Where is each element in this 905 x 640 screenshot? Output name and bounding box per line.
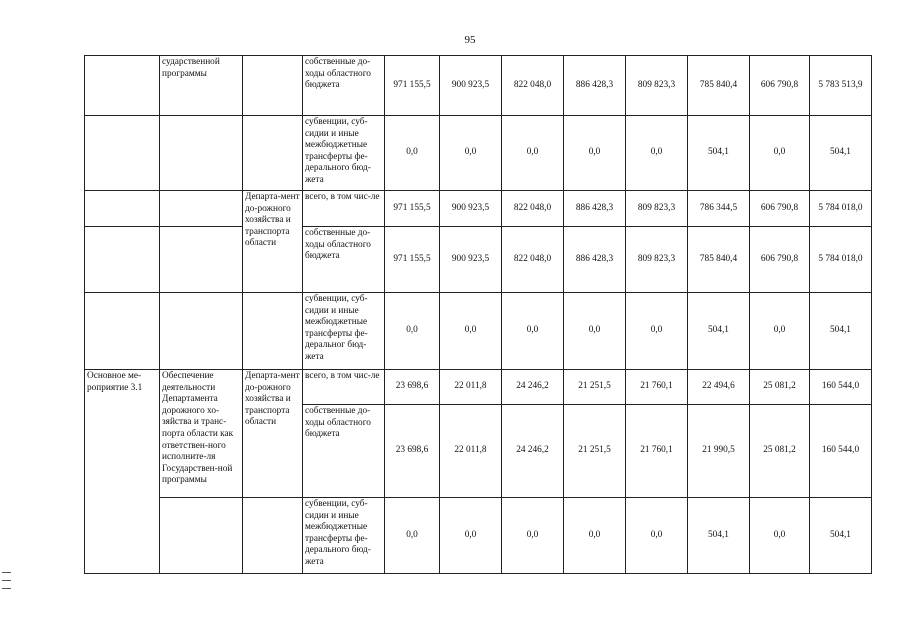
funding-source-cell: собственные до-ходы областного бюджета — [303, 56, 385, 116]
year-value-cell: 0,0 — [750, 293, 810, 370]
program-status-cell — [85, 56, 160, 116]
executor-cell — [243, 498, 303, 574]
funding-source-cell: собственные до-ходы областного бюджета — [303, 405, 385, 498]
year-value-cell: 21 251,5 — [564, 405, 626, 498]
executor-cell: Департа-мент до-рожного хозяйства и транспорта области — [243, 191, 303, 293]
total-value-cell: 160 544,0 — [810, 370, 872, 405]
year-value-cell: 900 923,5 — [440, 227, 502, 293]
executor-cell — [243, 293, 303, 370]
year-value-cell: 822 048,0 — [502, 191, 564, 227]
total-value-cell: 5 784 018,0 — [810, 227, 872, 293]
table-row — [85, 116, 872, 191]
year-value-cell: 0,0 — [440, 116, 502, 191]
program-status-cell — [85, 191, 160, 227]
executor-cell: Департа-мент до-рожного хозяйства и транспорта области — [243, 370, 303, 498]
program-status-cell: Основное ме-роприятие 3.1 — [85, 370, 160, 574]
program-name-cell: сударственной программы — [160, 56, 243, 116]
funding-source-cell: всего, в том чис-ле — [303, 370, 385, 405]
margin-mark — [2, 588, 11, 589]
year-value-cell: 900 923,5 — [440, 191, 502, 227]
year-value-cell: 606 790,8 — [750, 56, 810, 116]
funding-source-cell: субвенции, суб-сидии и иные межбюджетные трансферты фе-дерального бюд-жета — [303, 116, 385, 191]
year-value-cell: 0,0 — [385, 116, 440, 191]
executor-cell — [243, 56, 303, 116]
year-value-cell: 22 011,8 — [440, 370, 502, 405]
year-value-cell: 822 048,0 — [502, 56, 564, 116]
program-status-cell — [85, 227, 160, 293]
total-value-cell: 5 783 513,9 — [810, 56, 872, 116]
year-value-cell: 0,0 — [502, 293, 564, 370]
year-value-cell: 0,0 — [440, 293, 502, 370]
year-value-cell: 21 760,1 — [626, 405, 688, 498]
program-name-cell: Обеспечение деятельности Департамента дорожного хо-зяйства и транс-порта области как ответствен-ного исполните-ля Государствен-ной программы — [160, 370, 243, 498]
year-value-cell: 24 246,2 — [502, 405, 564, 498]
program-name-cell — [160, 227, 243, 293]
program-status-cell — [85, 116, 160, 191]
year-value-cell: 0,0 — [564, 116, 626, 191]
year-value-cell: 606 790,8 — [750, 227, 810, 293]
page-number: 95 — [464, 34, 476, 46]
margin-mark — [2, 580, 11, 581]
year-value-cell: 809 823,3 — [626, 56, 688, 116]
year-value-cell: 0,0 — [564, 498, 626, 574]
year-value-cell: 24 246,2 — [502, 370, 564, 405]
year-value-cell: 25 081,2 — [750, 405, 810, 498]
year-value-cell: 886 428,3 — [564, 191, 626, 227]
program-name-cell — [160, 191, 243, 227]
year-value-cell: 0,0 — [750, 116, 810, 191]
year-value-cell: 0,0 — [440, 498, 502, 574]
budget-table — [84, 55, 872, 574]
year-value-cell: 23 698,6 — [385, 370, 440, 405]
table-row — [85, 56, 872, 116]
total-value-cell: 504,1 — [810, 116, 872, 191]
year-value-cell: 504,1 — [688, 293, 750, 370]
total-value-cell: 160 544,0 — [810, 405, 872, 498]
year-value-cell: 0,0 — [626, 498, 688, 574]
year-value-cell: 0,0 — [626, 116, 688, 191]
year-value-cell: 971 155,5 — [385, 56, 440, 116]
year-value-cell: 971 155,5 — [385, 191, 440, 227]
year-value-cell: 22 494,6 — [688, 370, 750, 405]
funding-source-cell: всего, в том чис-ле — [303, 191, 385, 227]
year-value-cell: 0,0 — [502, 498, 564, 574]
funding-source-cell: субвенции, суб-сидин и иные межбюджетные трансферты фе-дерального бюд-жета — [303, 498, 385, 574]
funding-source-cell: собственные до-ходы областного бюджета — [303, 227, 385, 293]
funding-source-cell: субвенции, суб-сидии и иные межбюджетные трансферты фе-деральног бюд-жета — [303, 293, 385, 370]
table-row — [85, 370, 872, 405]
year-value-cell: 23 698,6 — [385, 405, 440, 498]
year-value-cell: 786 344,5 — [688, 191, 750, 227]
table-row — [85, 191, 872, 227]
year-value-cell: 0,0 — [385, 498, 440, 574]
executor-cell — [243, 116, 303, 191]
year-value-cell: 886 428,3 — [564, 56, 626, 116]
year-value-cell: 504,1 — [688, 498, 750, 574]
year-value-cell: 809 823,3 — [626, 191, 688, 227]
year-value-cell: 504,1 — [688, 116, 750, 191]
year-value-cell: 0,0 — [385, 293, 440, 370]
year-value-cell: 25 081,2 — [750, 370, 810, 405]
total-value-cell: 5 784 018,0 — [810, 191, 872, 227]
year-value-cell: 971 155,5 — [385, 227, 440, 293]
year-value-cell: 0,0 — [626, 293, 688, 370]
year-value-cell: 0,0 — [564, 293, 626, 370]
year-value-cell: 21 251,5 — [564, 370, 626, 405]
year-value-cell: 900 923,5 — [440, 56, 502, 116]
table-row — [85, 227, 872, 293]
year-value-cell: 0,0 — [750, 498, 810, 574]
program-name-cell — [160, 293, 243, 370]
margin-mark — [2, 572, 11, 573]
year-value-cell: 822 048,0 — [502, 227, 564, 293]
year-value-cell: 21 760,1 — [626, 370, 688, 405]
year-value-cell: 0,0 — [502, 116, 564, 191]
total-value-cell: 504,1 — [810, 293, 872, 370]
table-row — [85, 293, 872, 370]
year-value-cell: 21 990,5 — [688, 405, 750, 498]
total-value-cell: 504,1 — [810, 498, 872, 574]
year-value-cell: 809 823,3 — [626, 227, 688, 293]
year-value-cell: 886 428,3 — [564, 227, 626, 293]
program-name-cell — [160, 116, 243, 191]
program-name-cell — [160, 498, 243, 574]
year-value-cell: 22 011,8 — [440, 405, 502, 498]
year-value-cell: 785 840,4 — [688, 227, 750, 293]
year-value-cell: 785 840,4 — [688, 56, 750, 116]
year-value-cell: 606 790,8 — [750, 191, 810, 227]
table-row — [85, 498, 872, 574]
program-status-cell — [85, 293, 160, 370]
